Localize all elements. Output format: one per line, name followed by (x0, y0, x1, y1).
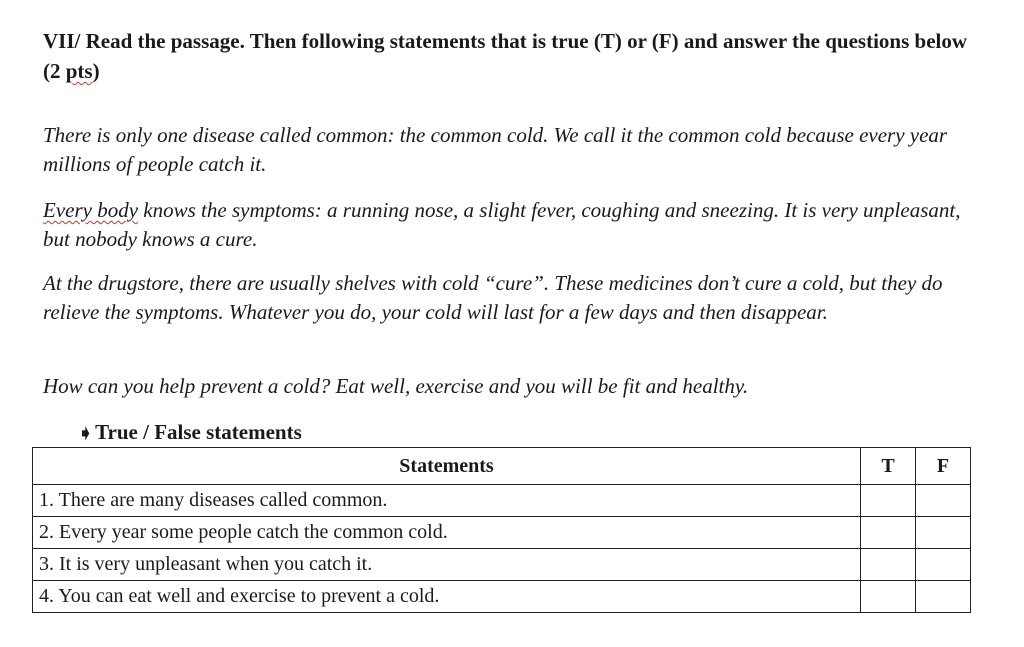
header-statements: Statements (33, 448, 861, 485)
answer-true-2[interactable] (861, 517, 916, 549)
statement-3: 3. It is very unpleasant when you catch it. (33, 549, 861, 581)
heading-pts: pts (65, 59, 93, 83)
statement-4: 4. You can eat well and exercise to prevent a cold. (33, 581, 861, 613)
answer-true-4[interactable] (861, 581, 916, 613)
answer-false-3[interactable] (916, 549, 971, 581)
heading-close: ) (92, 59, 100, 83)
true-false-title-text: True / False statements (95, 420, 302, 444)
table-row (33, 581, 971, 613)
table-row (33, 517, 971, 549)
passage-every-body: Every body (43, 198, 139, 222)
exercise-heading (43, 26, 973, 86)
arrow-bullet-icon: ➧ (78, 423, 94, 443)
passage-paragraph-3: At the drugstore, there are usually shelves with cold “cure”. These medicines don’t cure a cold, but they do relieve the symptoms. Whatever you do, your cold will last for a few days and then disappear. (43, 271, 943, 324)
header-true: T (861, 448, 916, 485)
true-false-table (32, 447, 971, 613)
passage-paragraph-2-text: knows the symptoms: a running nose, a slight fever, coughing and sneezing. It is very unpleasant, but nobody knows a cure. (43, 198, 961, 251)
table-row (33, 485, 971, 517)
answer-false-2[interactable] (916, 517, 971, 549)
statement-1: 1. There are many diseases called common. (33, 485, 861, 517)
answer-true-3[interactable] (861, 549, 916, 581)
answer-false-4[interactable] (916, 581, 971, 613)
table-header-row (33, 448, 971, 485)
heading-text: VII/ Read the passage. Then following statements that is true (T) or (F) and answer the questions below (2 (43, 29, 968, 83)
answer-false-1[interactable] (916, 485, 971, 517)
passage-paragraph-4: How can you help prevent a cold? Eat well, exercise and you will be fit and healthy. (43, 374, 749, 398)
answer-true-1[interactable] (861, 485, 916, 517)
table-row (33, 549, 971, 581)
true-false-title (78, 418, 302, 447)
passage-paragraph-1: There is only one disease called common: the common cold. We call it the common cold because every year millions of people catch it. (43, 123, 948, 176)
header-false: F (916, 448, 971, 485)
passage-paragraph-2 (43, 196, 983, 254)
statement-2: 2. Every year some people catch the common cold. (33, 517, 861, 549)
